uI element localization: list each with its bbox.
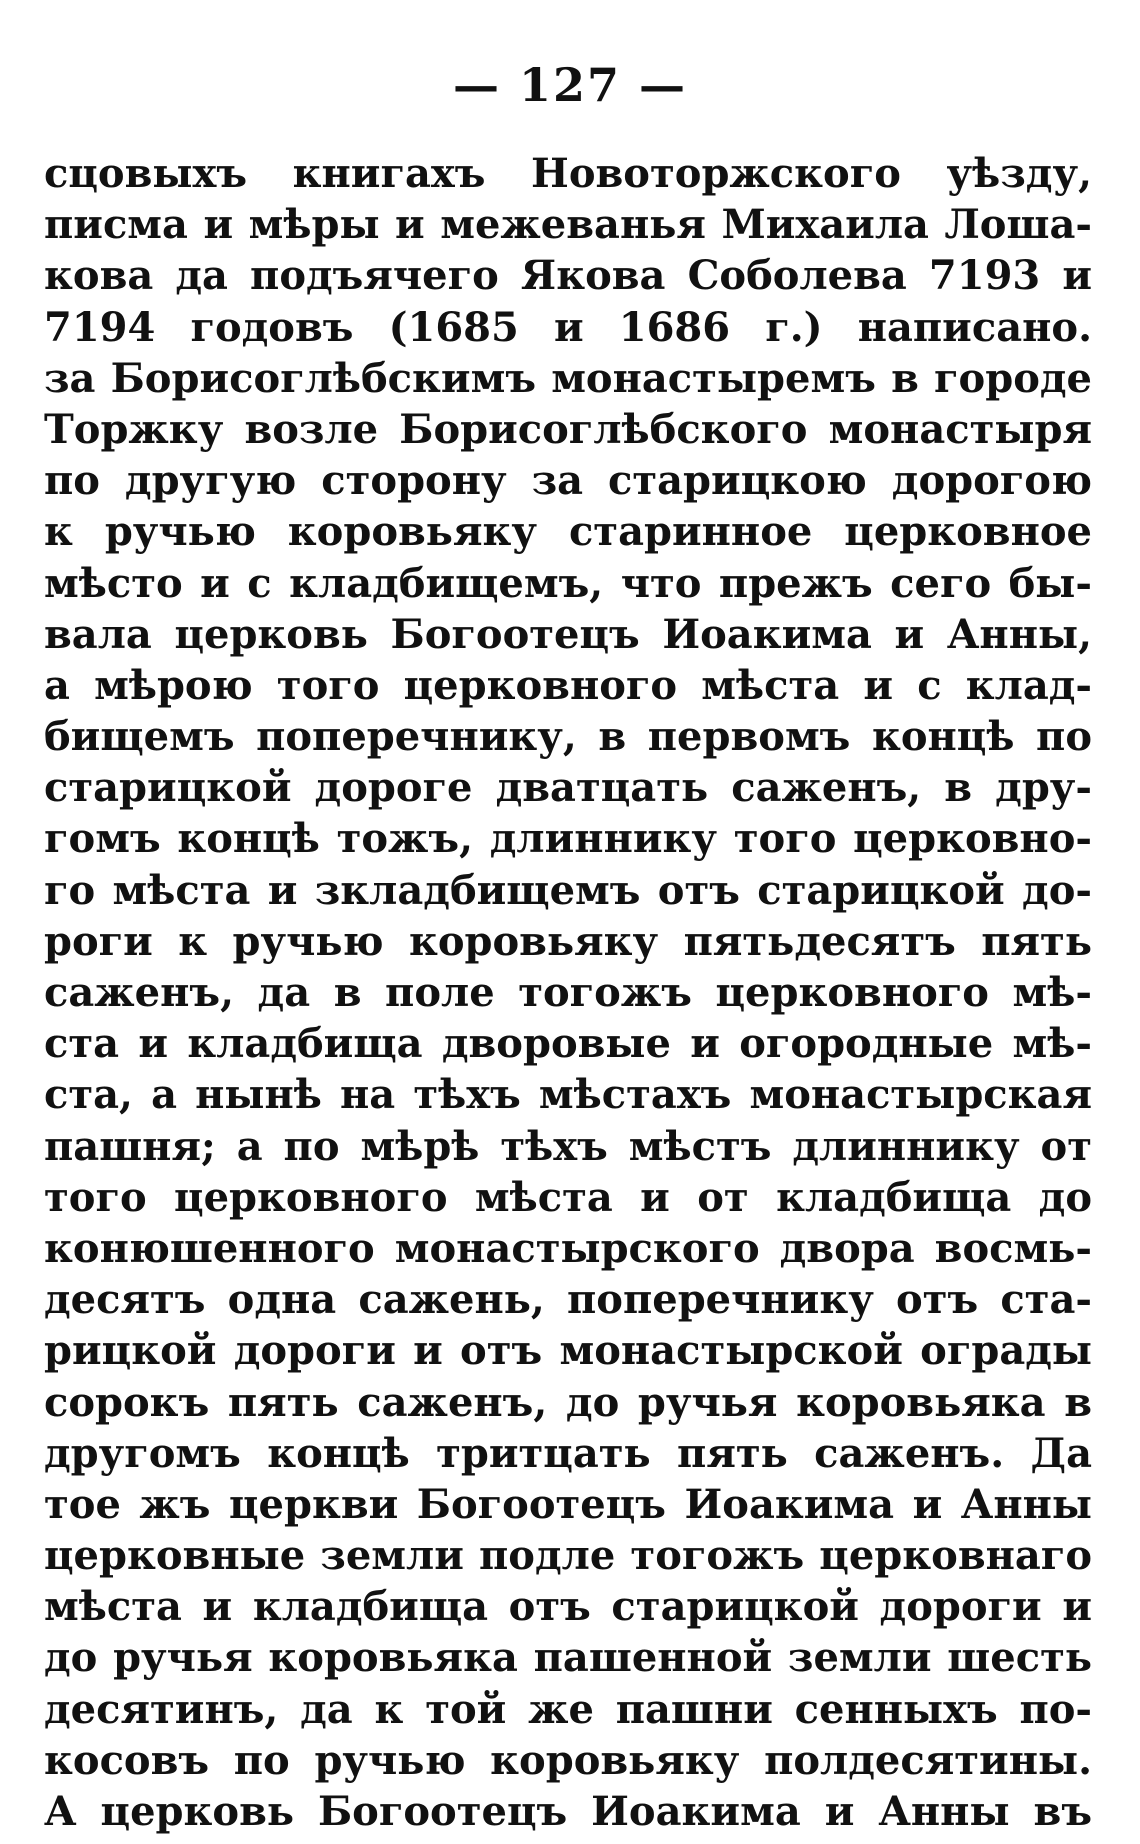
text-line: конюшенного монастырского двора восмь-: [44, 1224, 1092, 1272]
text-line: другомъ концѣ тритцать пять саженъ. Да: [44, 1429, 1092, 1477]
text-line: гомъ концѣ тожъ, длиннику того церковно-: [44, 815, 1092, 863]
text-line: мѣста и кладбища отъ старицкой дороги и: [44, 1583, 1092, 1631]
text-line: Торжку возле Борисоглѣбского монастыря: [44, 405, 1092, 453]
text-line: косовъ по ручью коровьяку полдесятины.: [44, 1736, 1092, 1784]
text-line: вала церковь Богоотецъ Иоакима и Анны,: [44, 610, 1092, 658]
text-line: А церковь Богоотецъ Иоакима и Анны въ: [44, 1788, 1092, 1835]
page-number: — 127 —: [452, 58, 688, 112]
text-line: ста и кладбища дворовые и огородные мѣ-: [44, 1020, 1092, 1068]
text-line: а мѣрою того церковного мѣста и с клад-: [44, 661, 1092, 709]
text-line: десятъ одна сажень, поперечнику отъ ста-: [44, 1276, 1092, 1324]
text-line: ста, а нынѣ на тѣхъ мѣстахъ монастырская: [44, 1071, 1092, 1119]
text-line: сорокъ пять саженъ, до ручья коровьяка в: [44, 1378, 1092, 1426]
text-line: к ручью коровьяку старинное церковное: [44, 508, 1092, 556]
text-line: за Борисоглѣбскимъ монастыремъ в городе: [44, 354, 1092, 402]
text-line: по другую сторону за старицкою дорогою: [44, 457, 1092, 505]
text-line: бищемъ поперечнику, в первомъ концѣ по: [44, 713, 1092, 761]
text-line: рицкой дороги и отъ монастырской ограды: [44, 1327, 1092, 1375]
text-line: церковные земли подле тогожъ церковнаго: [44, 1532, 1092, 1580]
text-line: кова да подъячего Якова Соболева 7193 и: [44, 252, 1092, 300]
text-line: мѣсто и с кладбищемъ, что прежъ сего бы-: [44, 559, 1092, 607]
text-line: сцовыхъ книгахъ Новоторжского уѣзду,: [44, 150, 1092, 197]
text-line: тое жъ церкви Богоотецъ Иоакима и Анны: [44, 1480, 1092, 1528]
body-text: [44, 148, 1092, 1837]
text-line: до ручья коровьяка пашенной земли шесть: [44, 1634, 1092, 1682]
text-line: роги к ручью коровьяку пятьдесятъ пять: [44, 917, 1092, 965]
text-line: го мѣста и зкладбищемъ отъ старицкой до-: [44, 866, 1092, 914]
text-line: десятинъ, да к той же пашни сенныхъ по-: [44, 1685, 1092, 1733]
text-line: 7194 годовъ (1685 и 1686 г.) написано.: [44, 303, 1092, 351]
text-line: саженъ, да в поле тогожъ церковного мѣ-: [44, 969, 1092, 1016]
text-line: писма и мѣры и межеванья Михаила Лоша-: [44, 201, 1092, 249]
text-line: старицкой дороге дватцать саженъ, в дру-: [44, 764, 1092, 812]
text-line: пашня; а по мѣрѣ тѣхъ мѣстъ длиннику от: [44, 1122, 1092, 1170]
text-line: того церковного мѣста и от кладбища до: [44, 1173, 1092, 1221]
